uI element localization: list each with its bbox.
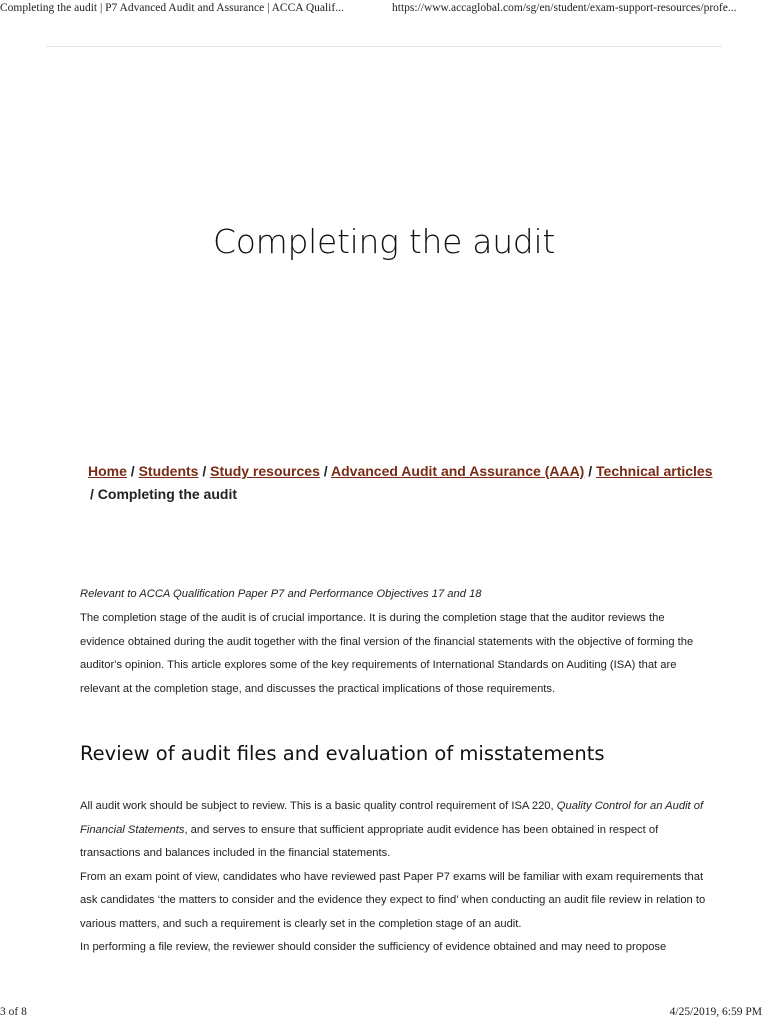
print-datetime: 4/25/2019, 6:59 PM (669, 1006, 762, 1018)
body-paragraph-1 (80, 795, 710, 866)
print-header-title: Completing the audit | P7 Advanced Audit and Assurance | ACCA Qualif... (0, 2, 344, 14)
breadcrumb-link-study-resources[interactable]: Study resources (210, 463, 320, 479)
relevance-note: Relevant to ACCA Qualification Paper P7 and Performance Objectives 17 and 18 (80, 588, 482, 600)
breadcrumb-separator: / (319, 463, 332, 479)
breadcrumb-link-technical-articles[interactable]: Technical articles (596, 463, 713, 479)
breadcrumb-current: / Completing the audit (90, 486, 237, 502)
breadcrumb-separator: / (198, 463, 211, 479)
intro-paragraph: The completion stage of the audit is of crucial importance. It is during the completion stage that the auditor reviews the evidence obtained during the audit together with the final version of the financial statements with the objective of forming the auditor's opinion. This article explores some of the key requirements of International Standards on Auditing (ISA) that are relevant at the completion stage, and discusses the practical implications of those requirements. (80, 612, 694, 695)
breadcrumb-link-aaa[interactable]: Advanced Audit and Assurance (AAA) (331, 463, 585, 479)
breadcrumb-links-line (88, 460, 728, 483)
body-paragraph-3: In performing a file review, the reviewer should consider the sufficiency of evidence obtained and may need to propose (80, 941, 667, 953)
body-paragraph-1-start: All audit work should be subject to review. This is a basic quality control requirement of ISA 220, (80, 800, 557, 812)
breadcrumb-separator: / (126, 463, 139, 479)
page-number: 3 of 8 (0, 1006, 27, 1018)
section-heading: Review of audit files and evaluation of misstatements (80, 742, 605, 765)
breadcrumb-link-home[interactable]: Home (88, 463, 127, 479)
body-paragraph-1-end: , and serves to ensure that sufficient appropriate audit evidence has been obtained in respect of transactions and balances included in the financial statements. (80, 823, 659, 859)
breadcrumb (88, 460, 728, 506)
body-paragraph-2: From an exam point of view, candidates who have reviewed past Paper P7 exams will be familiar with exam requirements that ask candidates ‘the matters to consider and the evidence they expect to find’ when conducting an audit file review in relation to various matters, and such a requirement is clearly set in the completion stage of an audit. (80, 870, 706, 930)
breadcrumb-separator: / (584, 463, 597, 479)
print-footer (0, 1006, 768, 1024)
print-header-url: https://www.accaglobal.com/sg/en/student/exam-support-resources/profe... (392, 2, 737, 14)
article-body (80, 795, 710, 960)
breadcrumb-link-students[interactable]: Students (138, 463, 199, 479)
isa-220-title: Quality Control for an Audit of Financial Statements (80, 800, 704, 836)
page-title: Completing the audit (213, 222, 555, 261)
header-divider (46, 46, 722, 47)
print-header (0, 0, 768, 20)
